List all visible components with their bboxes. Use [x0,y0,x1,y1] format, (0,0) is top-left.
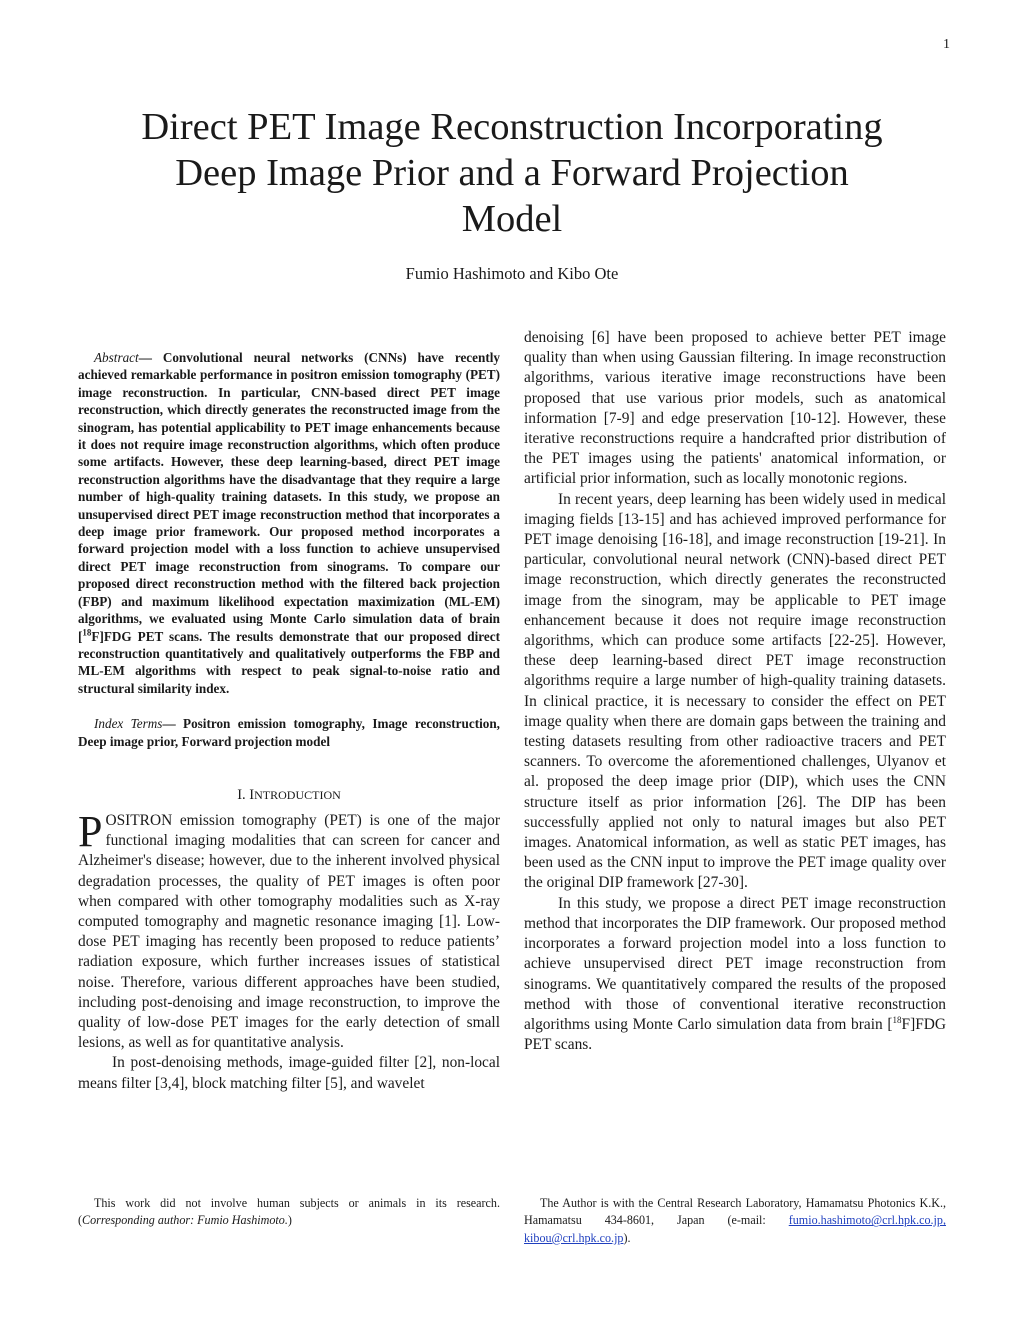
footnote-left-text-b: ) [287,1213,292,1228]
abstract-dash: — [138,350,152,365]
intro-paragraph-1 [78,806,500,1053]
footnote-funding [78,1195,500,1230]
section-heading-introduction [78,787,500,804]
abstract-text-a: Convolutional neural networks (CNNs) have recently achieved remarkable performance in positron emission tomography (PET) image reconstruction. In particular, CNN-based direct PET image reconstruction, which directly generates the reconstructed image from the sinogram, has potential applicability to PET image enhancements because it does not require image reconstruction algorithms, which often produce some artifacts. However, these deep learning-based, direct PET image reconstruction algorithms have the disadvantage that they require a large number of high-quality training datasets. In this study, we propose an unsupervised direct PET image reconstruction method that incorporates a deep image prior framework. Our proposed method incorporates a forward projection model with a loss function to achieve unsupervised direct PET image reconstruction from sinograms. To compare our proposed direct reconstruction method with the filtered back projection (FBP) and maximum likelihood expectation maximization (ML-EM) algorithms, we evaluated using Monte Carlo simulation data of brain [ [78,350,500,644]
right-paragraph-2: In recent years, deep learning has been widely used in medical imaging fields [13-15] and has achieved improved performance for PET image denoising [16-18], and image reconstruction [19-21]. In particular, convolutional neural network (CNN)-based direct PET image reconstruction, which directly generates the reconstructed image from the sinogram, may be applicable to PET image enhancement because it does not require image reconstruction algorithms, which can produce some artifacts [22-25]. However, these deep learning-based direct PET image reconstruction algorithms require a large number of high-quality training datasets. In clinical practice, it is necessary to consider the effect on PET image quality when there are domain gaps between the training and testing datasets resulting from other radioactive tracers and PET scanners. To overcome the aforementioned challenges, Ulyanov et al. proposed the deep image prior (DIP), which uses the CNN structure itself as prior information [26]. The DIP has been successfully applied not only to natural images but also PET images. Anatomical information, as well as static PET images, has been used as the CNN input to improve the PET image quality over the original DIP framework [27-30]. [524,490,946,892]
right-column [524,328,946,1055]
right-paragraph-3-text-b: F]FDG PET scans. [524,1015,946,1054]
email-separator: , [942,1213,946,1228]
footnote-right-text-a: The Author is with the Central Research Laboratory, Hamamatsu Photonics K.K., Hamamatsu 434-8601, Japan (e-mail: [524,1196,946,1228]
title-line-2: Deep Image Prior and a Forward Projection [175,152,849,194]
email-link-1[interactable]: fumio.hashimoto@crl.hpk.co.jp [788,1213,943,1228]
right-paragraph-3-text-a: In this study, we propose a direct PET image reconstruction method that incorporates the DIP framework. Our proposed method incorporates a forward projection model into a loss function to achieve unsupervised direct PET image reconstruction from sinograms. We quantitatively compared the results of the proposed method with those of conventional iterative reconstruction algorithms using Monte Carlo simulation data from brain [ [524,894,946,1033]
footnote-left-text-a: This work did not involve human subjects or animals in its research. ( [78,1196,500,1228]
abstract-label: Abstract [94,350,139,365]
abstract [78,349,500,697]
paper-title [78,104,946,242]
left-column [78,328,500,1094]
section-first-letter: I [249,786,255,803]
abstract-text-b: F]FDG PET scans. The results demonstrate that our proposed direct reconstruction quantitatively and qualitatively outperforms the FBP and ML-EM algorithms with respect to peak signal-to-noise ratio and structural similarity index. [78,628,500,696]
footnote-corresponding-author: Corresponding author: Fumio Hashimoto. [82,1213,288,1228]
footnote-right-text-b: ). [623,1230,631,1245]
page-number: 1 [943,37,950,52]
title-line-3: Model [461,198,563,240]
section-numeral: I. [237,786,250,803]
index-terms-label: Index Terms [94,716,163,732]
authors: Fumio Hashimoto and Kibo Ote [405,264,619,283]
email-link-2[interactable]: kibou@crl.hpk.co.jp [524,1230,624,1245]
title-line-1: Direct PET Image Reconstruction Incorporating [141,106,883,148]
drop-cap: P [78,806,103,856]
section-title-rest: NTRODUCTION [254,787,341,802]
right-paragraph-1: denoising [6] have been proposed to achieve better PET image quality than when using Gaussian filtering. In image reconstruction algorithms, various iterative image reconstructions have been proposed that use various prior models, such as anatomical information [7-9] and edge preservation [10-12]. However, these iterative reconstructions require a handcrafted prior distribution of the PET images using the patients' anatomical information, or artificial prior information, such as locally monotonic regions. [524,329,946,488]
intro-paragraph-2: In post-denoising methods, image-guided filter [2], non-local means filter [3,4], block matching filter [5], and wavelet [78,1054,500,1092]
abstract-superscript: 18 [82,627,92,638]
right-paragraph-3 [524,894,946,1056]
index-terms-dash: — [162,716,176,732]
footnote-affiliation [524,1195,946,1247]
index-terms-text: Positron emission tomography, Image reconstruction, Deep image prior, Forward projection model [78,716,500,749]
right-paragraph-3-superscript: 18 [892,1014,902,1025]
intro-paragraph-1-text: OSITRON emission tomography (PET) is one of the major functional imaging modalities that can screen for cancer and Alzheimer's disease; however, due to the inherent involved physical degradation processes, the quality of PET images is often poor when compared with other tomography modalities such as X-ray computed tomography and magnetic resonance imaging [1]. Low-dose PET imaging has recently been proposed to reduce patients’ radiation exposure, which further increases issues of statistical noise. Therefore, various different approaches have been studied, including post-denoising and image reconstruction, to improve the quality of low-dose PET images for the early detection of small lesions, as well as for quantitative analysis. [78,811,500,1052]
index-terms [78,715,500,750]
